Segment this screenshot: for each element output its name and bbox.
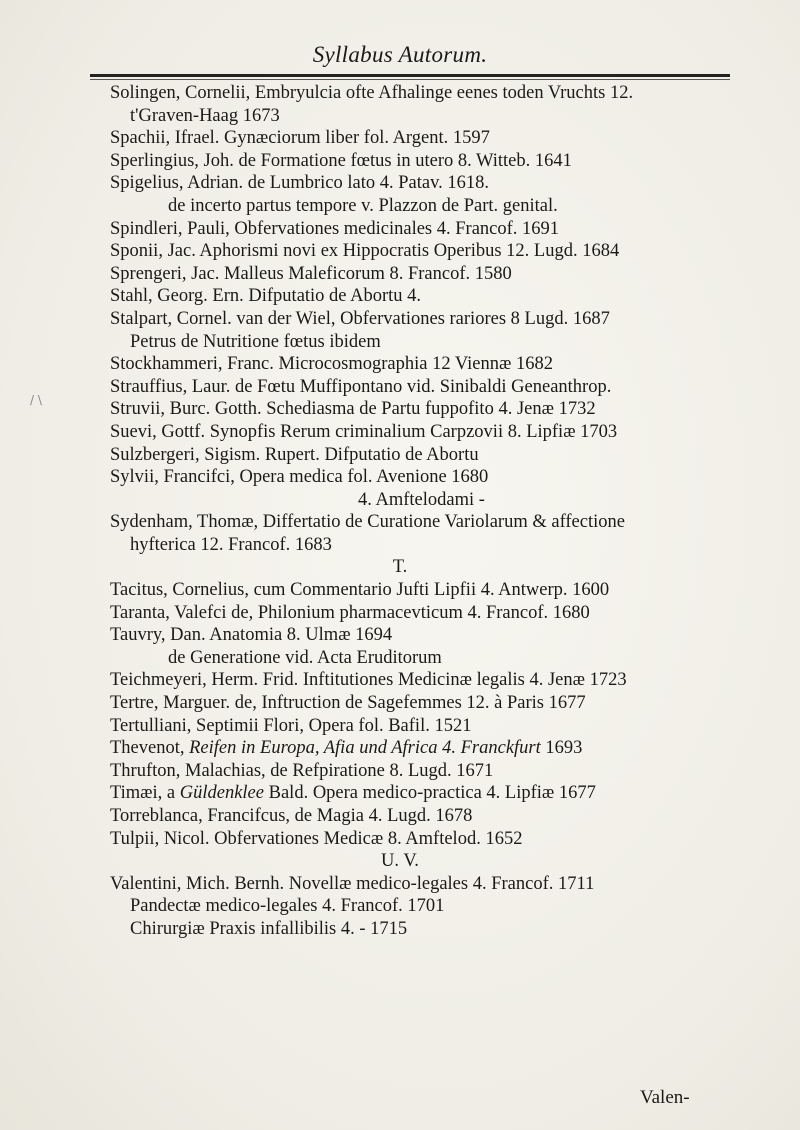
header-rule-thin — [90, 79, 730, 80]
bibliography-entry-line: de incerto partus tempore v. Plazzon de Part. genital. — [168, 195, 558, 216]
bibliography-entry-line: Sponii, Jac. Aphorismi novi ex Hippocratis Operibus 12. Lugd. 1684 — [110, 241, 620, 262]
bibliography-entry-line: Teichmeyeri, Herm. Frid. Inftitutiones Medicinæ legalis 4. Jenæ 1723 — [110, 670, 627, 691]
bibliography-entry-line: Pandectæ medico-legales 4. Francof. 1701 — [130, 896, 445, 917]
bibliography-entry-line: Thevenot, Reifen in Europa, Afia und Africa 4. Franckfurt 1693 — [110, 738, 583, 759]
bibliography-entry-line: Spachii, Ifrael. Gynæciorum liber fol. Argent. 1597 — [110, 128, 490, 149]
bibliography-entry-line: Tacitus, Cornelius, cum Commentario Jufti Lipfii 4. Antwerp. 1600 — [110, 580, 610, 601]
bibliography-entry-line: Taranta, Valefci de, Philonium pharmacevticum 4. Francof. 1680 — [110, 602, 590, 623]
bibliography-entry-line: Sylvii, Francifci, Opera medica fol. Avenione 1680 — [110, 467, 489, 488]
running-head: Syllabus Autorum. — [312, 42, 488, 67]
bibliography-entry-line: Stalpart, Cornel. van der Wiel, Obfervationes rariores 8 Lugd. 1687 — [110, 308, 610, 329]
catchword: Valen- — [640, 1087, 690, 1108]
bibliography-entry-line: Sprengeri, Jac. Malleus Maleficorum 8. Francof. 1580 — [110, 263, 512, 284]
bibliography-entry-line: Stockhammeri, Franc. Microcosmographia 12 Viennæ 1682 — [110, 354, 553, 375]
bibliography-entry-line: Tertre, Marguer. de, Inftruction de Sagefemmes 12. à Paris 1677 — [110, 693, 586, 714]
header-rule — [90, 74, 730, 77]
bibliography-entry-line: Tulpii, Nicol. Obfervationes Medicæ 8. Amftelod. 1652 — [110, 828, 523, 849]
bibliography-entry-line: Torreblanca, Francifcus, de Magia 4. Lugd. 1678 — [110, 806, 473, 826]
bibliography-entry-line: Timæi, a Güldenklee Bald. Opera medico-practica 4. Lipfiæ 1677 — [110, 783, 596, 804]
bibliography-entry-line: Tauvry, Dan. Anatomia 8. Ulmæ 1694 — [110, 625, 393, 646]
bibliography-entry-line: Tertulliani, Septimii Flori, Opera fol. Bafil. 1521 — [110, 715, 472, 736]
section-letter: T. — [392, 557, 408, 578]
bibliography-entry-line: Chirurgiæ Praxis infallibilis 4. - 1715 — [130, 918, 408, 939]
bibliography-entry-line: Petrus de Nutritione fœtus ibidem — [130, 331, 381, 352]
bibliography-entry-line: Solingen, Cornelii, Embryulcia ofte Afhalinge eenes toden Vruchts 12. — [110, 83, 634, 103]
bibliography-entry-line: t'Graven-Haag 1673 — [130, 105, 280, 126]
bibliography-entry-line: hyfterica 12. Francof. 1683 — [130, 534, 332, 555]
bibliography-entry-line: Valentini, Mich. Bernh. Novellæ medico-legales 4. Francof. 1711 — [110, 873, 595, 894]
bibliography-entry-line: Suevi, Gottf. Synopfis Rerum criminalium Carpzovii 8. Lipfiæ 1703 — [110, 421, 618, 442]
bibliography-entry-line: Struvii, Burc. Gotth. Schediasma de Partu fuppofito 4. Jenæ 1732 — [110, 399, 596, 420]
bibliography-entry-line: Spigelius, Adrian. de Lumbrico lato 4. Patav. 1618. — [110, 173, 490, 194]
bibliography-entry-line: Sulzbergeri, Sigism. Rupert. Difputatio de Abortu — [110, 444, 479, 465]
section-letter: U. V. — [381, 851, 419, 872]
bibliography-entry-line: 4. Amftelodami - — [358, 489, 485, 510]
bibliography-entry-line: Thrufton, Malachias, de Refpiratione 8. Lugd. 1671 — [110, 760, 494, 781]
bibliography-entry-line: Stahl, Georg. Ern. Difputatio de Abortu 4. — [110, 286, 422, 307]
bibliography-entry-line: Spindleri, Pauli, Obfervationes medicinales 4. Francof. 1691 — [110, 218, 560, 239]
bibliography-entry-line: Strauffius, Laur. de Fœtu Muffipontano vid. Sinibaldi Geneanthrop. — [110, 376, 612, 397]
margin-mark: / \ — [30, 393, 42, 407]
author-list — [0, 82, 800, 941]
bibliography-entry-line: de Generatione vid. Acta Eruditorum — [168, 647, 442, 668]
bibliography-entry-line: Sperlingius, Joh. de Formatione fœtus in utero 8. Witteb. 1641 — [110, 150, 572, 171]
bibliography-entry-line: Sydenham, Thomæ, Differtatio de Curatione Variolarum & affectione — [110, 512, 625, 533]
